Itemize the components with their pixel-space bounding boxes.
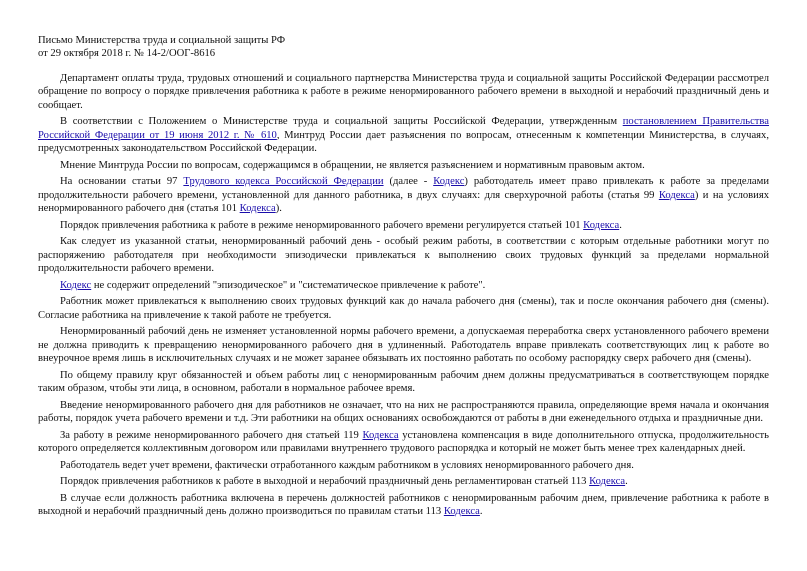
legal-reference-link[interactable]: Кодекса bbox=[239, 203, 276, 215]
paragraph-text: . bbox=[625, 476, 628, 488]
paragraph bbox=[38, 429, 769, 456]
paragraph-text: ) и на условиях ненормированного рабочего дня (статья 101 bbox=[38, 189, 770, 215]
paragraph-text: В случае если должность работника включена в перечень должностей работников с ненормированным рабочим днем, привлечение работника к работе в выходной и нерабочий праздничный день должно производиться по правилам статьи 113 bbox=[38, 492, 769, 518]
paragraph bbox=[38, 325, 769, 365]
legal-reference-link[interactable]: Кодекса bbox=[589, 476, 626, 488]
paragraph bbox=[38, 369, 769, 396]
paragraph-text: Департамент оплаты труда, трудовых отношений и социального партнерства Министерства труда и социальной защиты Российской Федерации рассмотрел обращение по вопросу о порядке привлечения работника к работе в режиме ненормированного рабочего времени в выходной и нерабочий праздничный день и сообщает. bbox=[38, 72, 769, 111]
legal-reference-link[interactable]: Кодекса bbox=[658, 189, 695, 201]
document-date-number: от 29 октября 2018 г. № 14-2/ООГ-8616 bbox=[38, 48, 216, 60]
paragraph bbox=[38, 115, 769, 155]
paragraph-text: не содержит определений "эпизодическое" и "систематическое привлечение к работе". bbox=[91, 279, 486, 291]
paragraph bbox=[38, 475, 769, 488]
legal-reference-link[interactable]: Кодекса bbox=[362, 429, 399, 441]
paragraph-text: ) работодатель имеет право привлекать к работе за пределами продолжительности рабочего времени, установленной для данного работника, в двух случаях: для сверхурочной работы (статья 99 bbox=[38, 176, 769, 201]
paragraph-text: . bbox=[479, 506, 483, 518]
document-body bbox=[38, 72, 769, 519]
paragraph-text: Ненормированный рабочий день не изменяет установленной нормы рабочего времени, а допускаемая переработка сверх установленного рабочего времени не должна приводить к превращению ненормированного рабочего дня в удлиненный. Работодатель вправе привлекать соответствующих лиц к работе во внеурочное время лишь в исключительных случаях и не может заранее обязывать их постоянно работать по особому распорядку сверх рабочего дня (смены). bbox=[38, 326, 769, 365]
legal-reference-link[interactable]: Трудового кодекса Российской Федерации bbox=[183, 176, 384, 188]
paragraph-text: Порядок привлечения работников к работе в выходной и нерабочий праздничный день регламентирован статьей 113 bbox=[60, 476, 590, 488]
document-title: Письмо Министерства труда и социальной защиты РФ bbox=[38, 35, 286, 46]
paragraph-text: (далее - bbox=[383, 176, 434, 188]
paragraph bbox=[38, 492, 769, 519]
paragraph-text: Порядок привлечения работника к работе в режиме ненормированного рабочего времени регулируется статьей 101 bbox=[60, 219, 584, 231]
paragraph-text: ). bbox=[275, 203, 282, 215]
paragraph-text: По общему правилу круг обязанностей и объем работы лиц с ненормированным рабочим днем должны предусматриваться в соответствующем порядке таким образом, чтобы эти лица, в основном, работали в нормальное рабочее время. bbox=[38, 369, 769, 395]
paragraph bbox=[38, 279, 769, 292]
legal-reference-link[interactable]: Кодекс bbox=[433, 176, 465, 188]
paragraph-text: Мнение Минтруда России по вопросам, содержащимся в обращении, не является разъяснением и нормативным правовым актом. bbox=[60, 159, 645, 171]
legal-reference-link[interactable]: постановлением Правительства Российской Федерации от 19 июня 2012 г. № 610 bbox=[38, 116, 769, 141]
paragraph-text: За работу в режиме ненормированного рабочего дня статьей 119 bbox=[60, 429, 363, 441]
document-header bbox=[38, 34, 769, 61]
paragraph bbox=[38, 159, 769, 172]
paragraph-text: В соответствии с Положением о Министерстве труда и социальной защиты Российской Федерации, утвержденным bbox=[60, 116, 623, 128]
paragraph bbox=[38, 175, 769, 215]
paragraph-text: На основании статьи 97 bbox=[60, 176, 184, 188]
paragraph-text: Введение ненормированного рабочего дня для работников не означает, что на них не распространяются правила, определяющие время начала и окончания работы, порядок учета рабочего времени и т.д. Эти работники на общих основаниях освобождаются от работы в дни еженедельного отдыха и праздничные дни. bbox=[38, 399, 769, 425]
legal-reference-link[interactable]: Кодекс bbox=[60, 279, 92, 291]
paragraph bbox=[38, 459, 769, 472]
paragraph bbox=[38, 295, 769, 322]
paragraph-text: , Минтруд России дает разъяснения по вопросам, отнесенным к компетенции Министерства, в случаях, предусмотренных законодательством Российской Федерации. bbox=[38, 129, 769, 155]
paragraph bbox=[38, 235, 769, 275]
legal-reference-link[interactable]: Кодекса bbox=[443, 506, 480, 518]
legal-reference-link[interactable]: Кодекса bbox=[583, 219, 620, 231]
paragraph-text: установлена компенсация в виде дополнительного отпуска, продолжительность которого определяется коллективным договором или правилами внутреннего трудового распорядка и который не может быть менее трех календарных дней. bbox=[38, 429, 770, 455]
paragraph-text: Работодатель ведет учет времени, фактически отработанного каждым работником в условиях ненормированного рабочего дня. bbox=[60, 459, 634, 471]
paragraph-text: . bbox=[619, 219, 622, 231]
paragraph bbox=[38, 219, 769, 232]
paragraph bbox=[38, 72, 769, 112]
paragraph-text: Как следует из указанной статьи, ненормированный рабочий день - особый режим работы, в соответствии с которым отдельные работники могут по распоряжению работодателя при необходимости эпизодически привлекаться к выполнению своих трудовых функций за пределами нормальной продолжительности рабочего времени. bbox=[38, 236, 769, 275]
paragraph-text: Работник может привлекаться к выполнению своих трудовых функций как до начала рабочего дня (смены), так и после окончания рабочего дня (смены). Согласие работника на привлечение к такой работе не требуется. bbox=[38, 296, 769, 321]
paragraph bbox=[38, 399, 769, 426]
